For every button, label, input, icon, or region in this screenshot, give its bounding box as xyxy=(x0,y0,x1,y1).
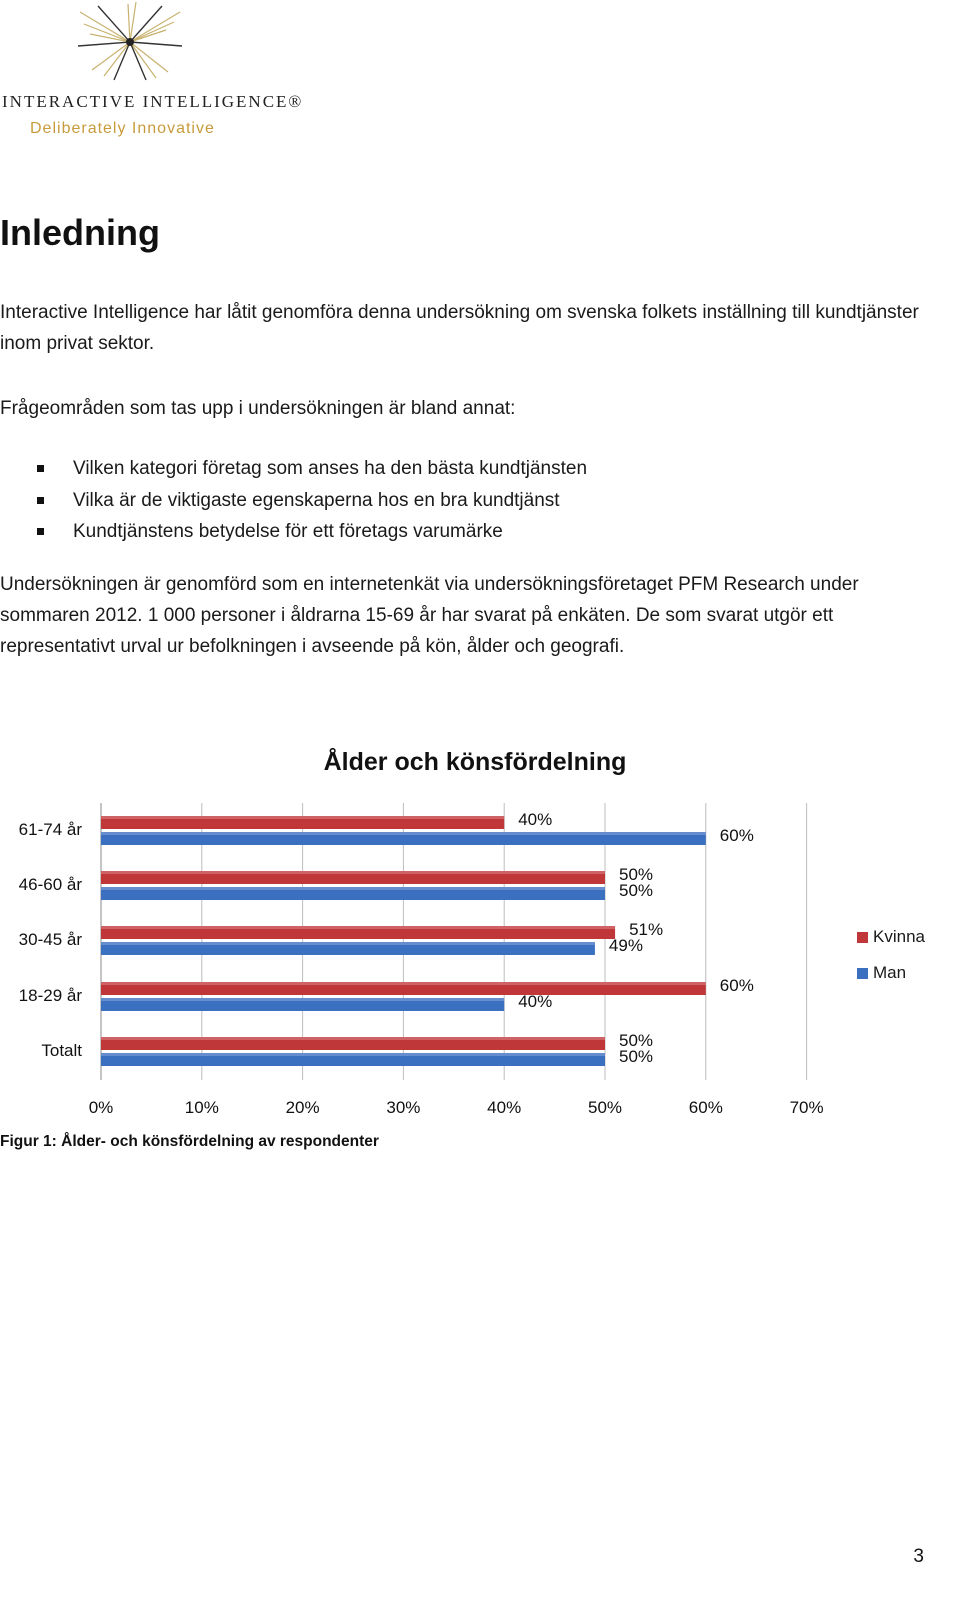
legend-item-man xyxy=(857,963,925,999)
bullet-square-icon xyxy=(37,528,44,535)
logo-fan-icon xyxy=(70,0,200,90)
bar-highlight xyxy=(101,926,615,929)
data-label: 60% xyxy=(719,826,754,845)
logo-tagline: Deliberately Innovative xyxy=(30,120,215,137)
x-tick-label: 70% xyxy=(789,1098,824,1117)
category-label: 46-60 år xyxy=(18,875,82,894)
data-label: 50% xyxy=(619,865,654,884)
chart-title: Ålder och könsfördelning xyxy=(323,748,627,776)
bullet-square-icon xyxy=(37,497,44,504)
bar-highlight xyxy=(101,1053,605,1056)
list-item-text: Vilka är de viktigaste egenskaperna hos en bra kundtjänst xyxy=(73,489,560,511)
list-item-text: Kundtjänstens betydelse för ett företags varumärke xyxy=(73,521,503,542)
category-label: 61-74 år xyxy=(18,820,82,839)
category-label: Totalt xyxy=(41,1041,82,1060)
x-tick-label: 50% xyxy=(587,1098,623,1117)
bar-highlight xyxy=(101,982,706,985)
company-logo xyxy=(0,0,304,145)
method-paragraph: Undersökningen är genomförd som en internetenkät via undersökningsföretaget PFM Research under sommaren 2012. 1 000 personer i åldrarna 15-69 år har svarat på enkäten. De som svarat utgör ett representativt urval ur befolkningen i avseende på kön, ålder och geografi. xyxy=(0,574,859,657)
list-item xyxy=(0,453,587,485)
legend-label: Man xyxy=(873,963,907,982)
data-label: 40% xyxy=(518,992,553,1011)
x-tick-label: 40% xyxy=(487,1098,522,1117)
bar-highlight xyxy=(101,942,595,945)
list-item xyxy=(0,516,587,548)
bar-highlight xyxy=(101,1037,605,1040)
data-label: 51% xyxy=(629,920,664,939)
bar-highlight xyxy=(101,871,605,874)
x-tick-label: 10% xyxy=(184,1098,219,1117)
bar-highlight xyxy=(101,816,504,819)
bar-highlight xyxy=(101,887,605,890)
data-label: 60% xyxy=(719,976,754,995)
page-number: 3 xyxy=(913,1546,924,1567)
topic-list xyxy=(0,453,587,548)
page-heading: Inledning xyxy=(0,212,160,253)
category-label: 18-29 år xyxy=(18,986,82,1005)
bullet-square-icon xyxy=(37,465,44,472)
legend-item-kvinna xyxy=(857,927,925,963)
bar-highlight xyxy=(101,832,706,835)
x-tick-label: 60% xyxy=(688,1098,723,1117)
intro-paragraph: Interactive Intelligence har låtit genomföra denna undersökning om svenska folkets inställning till kundtjänster inom privat sektor. xyxy=(0,302,919,354)
figure-caption: Figur 1: Ålder- och könsfördelning av respondenter xyxy=(0,1133,379,1150)
bar-chart-svg xyxy=(0,730,960,1130)
topics-intro-paragraph: Frågeområden som tas upp i undersökningen är bland annat: xyxy=(0,398,516,419)
x-tick-label: 20% xyxy=(285,1098,320,1117)
logo-wordmark: INTERACTIVE INTELLIGENCE® xyxy=(2,92,304,111)
data-label: 50% xyxy=(619,1047,654,1066)
bar-highlight xyxy=(101,998,504,1001)
x-tick-label: 0% xyxy=(88,1098,114,1117)
legend-label: Kvinna xyxy=(873,927,925,946)
list-item-text: Vilken kategori företag som anses ha den bästa kundtjänsten xyxy=(73,458,588,479)
chart-legend xyxy=(857,927,925,999)
category-label: 30-45 år xyxy=(18,930,82,949)
data-label: 49% xyxy=(608,936,643,955)
x-tick-label: 30% xyxy=(386,1098,421,1117)
age-gender-chart xyxy=(0,730,960,1130)
data-label: 50% xyxy=(619,1031,654,1050)
legend-swatch-kvinna xyxy=(857,932,868,943)
legend-swatch-man xyxy=(857,968,868,979)
list-item xyxy=(0,485,587,517)
data-label: 40% xyxy=(518,810,553,829)
data-label: 50% xyxy=(619,881,654,900)
